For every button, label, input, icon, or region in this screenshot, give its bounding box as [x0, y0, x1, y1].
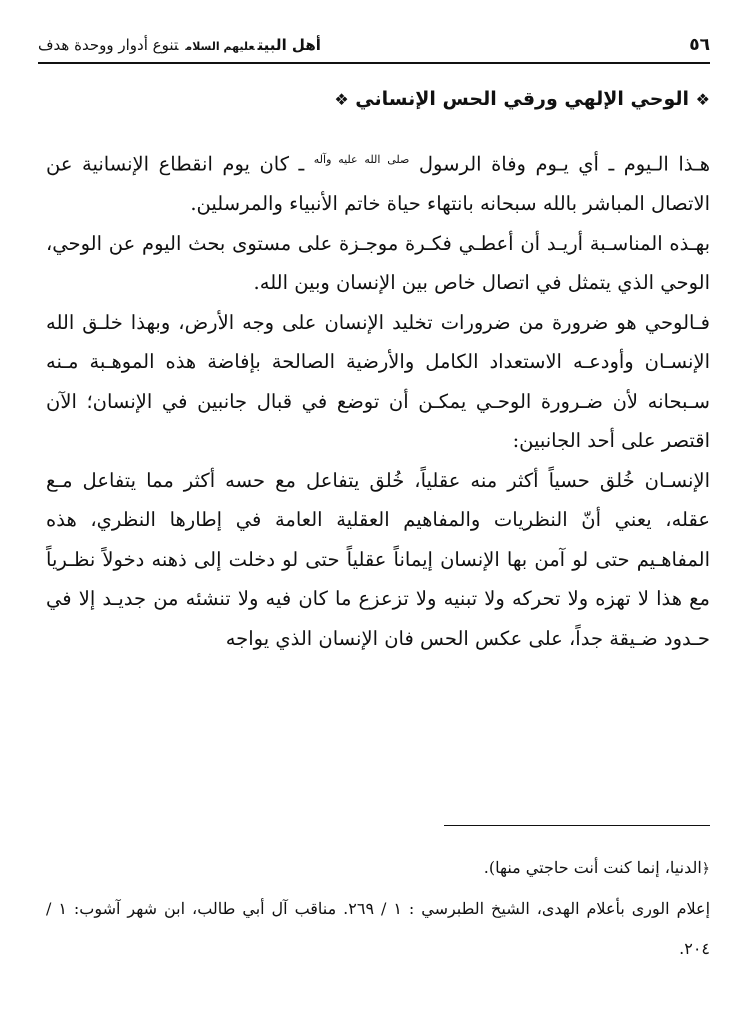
page-header: [38, 28, 710, 64]
footnote: [46, 848, 710, 889]
paragraph-text: ـ كان يوم انقطاع الإنسانية عن الاتصال المباشر بالله سبحانه بانتهاء حياة خاتم الأنبياء والمرسلين.: [46, 152, 710, 215]
footnote: إعلام الورى بأعلام الهدى، الشيخ الطبرسي : ١ / ٢٦٩. مناقب آل أبي طالب، ابن شهر آشوب: ١ / ٢٠٤.: [46, 899, 711, 958]
paragraph: فـالوحي هو ضرورة من ضرورات تخليد الإنسان على وجه الأرض، وبهذا خلـق الله الإنسـان وأودعـه الاستعداد الكامل والأرضية الصالحة بإفاضة هذه الموهـبة مـنه سـبحانه لأن ضـرورة الوحـي يمكـن أن توضع في قبال جانبين في الإنسان؛ الآن اقتصر على أحد الجانبين:: [46, 310, 710, 452]
honorific-glyph: صلى الله عليه وآله: [313, 153, 410, 166]
running-title: [38, 36, 321, 54]
footnotes: [46, 848, 710, 969]
star-ornament-icon: ❖: [695, 90, 710, 109]
footnote-mark: ﴿: [701, 861, 710, 877]
book-subtitle: تنوع أدوار ووحدة هدف: [38, 36, 179, 54]
book-title: أهل البيت: [257, 36, 321, 54]
section-heading: [38, 88, 710, 110]
paragraph: بهـذه المناسـبة أريـد أن أعطـي فكـرة موجـزة على مستوى بحث اليوم عن الوحي، الوحي الذي يتمثل في اتصال خاص بين الإنسان وبين الله.: [46, 231, 710, 294]
footnote-separator: [444, 825, 710, 826]
paragraph: الإنسـان خُلق حسياً أكثر منه عقلياً، خُلق يتفاعل مع حسه أكثر مما يتفاعل مـع عقله، يعني أنّ النظريات والمفاهيم العقلية العامة في إطارها النظري، هذه المفاهـيم حتى لو آمن بها الإنسان إيماناً عقلياً حتى لو دخلت إلى ذهنه دخولاً نظـرياً مع هذا لا تهزه ولا تحركه ولا تبنيه ولا تزعزع ما كان فيه ولا تنشئه من جديـد إلا في حـدود ضـيقة جداً، على عكس الحس فان الإنسان الذي يواجه: [46, 468, 710, 650]
section-heading-text: الوحي الإلهي ورقي الحس الإنساني: [355, 88, 690, 110]
body-text: [46, 140, 710, 658]
page-number: ٥٦: [689, 35, 710, 55]
paragraph-text: هـذا الـيوم ـ أي يـوم وفاة الرسول: [418, 152, 710, 176]
footnote-text: الدنيا، إنما كنت أنت حاجتي منها).: [483, 858, 702, 877]
honorific-glyph: عليهم السلام: [185, 40, 255, 53]
paragraph: [46, 140, 710, 224]
star-ornament-icon: ❖: [334, 90, 349, 109]
